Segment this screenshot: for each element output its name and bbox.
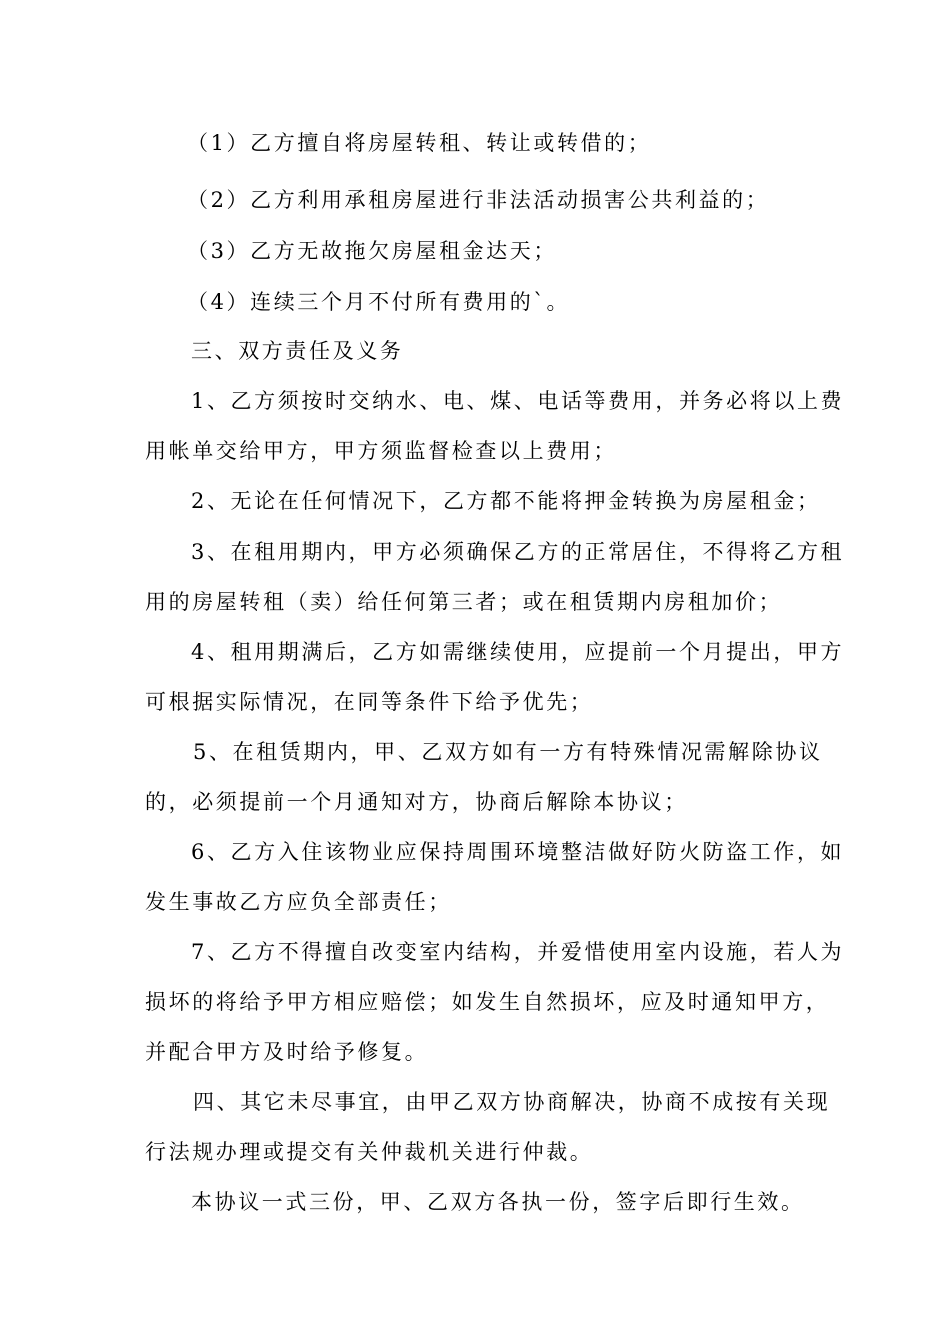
clause-line: 3、在租用期内，甲方必须确保乙方的正常居住，不得将乙方租 xyxy=(191,540,845,564)
clause-line: （4）连续三个月不付所有费用的`。 xyxy=(187,290,571,314)
clause-line: 用帐单交给甲方，甲方须监督检查以上费用； xyxy=(145,439,617,463)
section-paragraph: 四、其它未尽事宜，由甲乙双方协商解决，协商不成按有关现 xyxy=(193,1090,831,1114)
clause-line: 5、在租赁期内，甲、乙双方如有一方有特殊情况需解除协议 xyxy=(193,740,823,764)
section-heading: 三、双方责任及义务 xyxy=(191,339,404,363)
clause-line: 可根据实际情况，在同等条件下给予优先； xyxy=(145,690,594,714)
clause-line: 2、无论在任何情况下，乙方都不能将押金转换为房屋租金； xyxy=(191,489,821,513)
clause-line: 发生事故乙方应负全部责任； xyxy=(145,890,452,914)
clause-line: 4、租用期满后，乙方如需继续使用，应提前一个月提出，甲方 xyxy=(191,640,845,664)
clause-line: 损坏的将给予甲方相应赔偿；如发生自然损坏，应及时通知甲方， xyxy=(145,990,830,1014)
section-paragraph: 行法规办理或提交有关仲裁机关进行仲裁。 xyxy=(145,1140,594,1164)
clause-line: （1）乙方擅自将房屋转租、转让或转借的； xyxy=(187,131,652,155)
clause-line: 用的房屋转租（卖）给任何第三者；或在租赁期内房租加价； xyxy=(145,590,783,614)
clause-line: 的，必须提前一个月通知对方，协商后解除本协议； xyxy=(145,790,688,814)
clause-line: 6、乙方入住该物业应保持周围环境整洁做好防火防盗工作，如 xyxy=(191,840,845,864)
clause-line: 并配合甲方及时给予修复。 xyxy=(145,1040,429,1064)
clause-line: 7、乙方不得擅自改变室内结构，并爱惜使用室内设施，若人为 xyxy=(191,940,845,964)
clause-line: （2）乙方利用承租房屋进行非法活动损害公共利益的； xyxy=(187,188,770,212)
closing-line: 本协议一式三份，甲、乙双方各执一份，签字后即行生效。 xyxy=(191,1190,805,1214)
clause-line: 1、乙方须按时交纳水、电、煤、电话等费用，并务必将以上费 xyxy=(191,389,845,413)
clause-line: （3）乙方无故拖欠房屋租金达天； xyxy=(187,239,557,263)
